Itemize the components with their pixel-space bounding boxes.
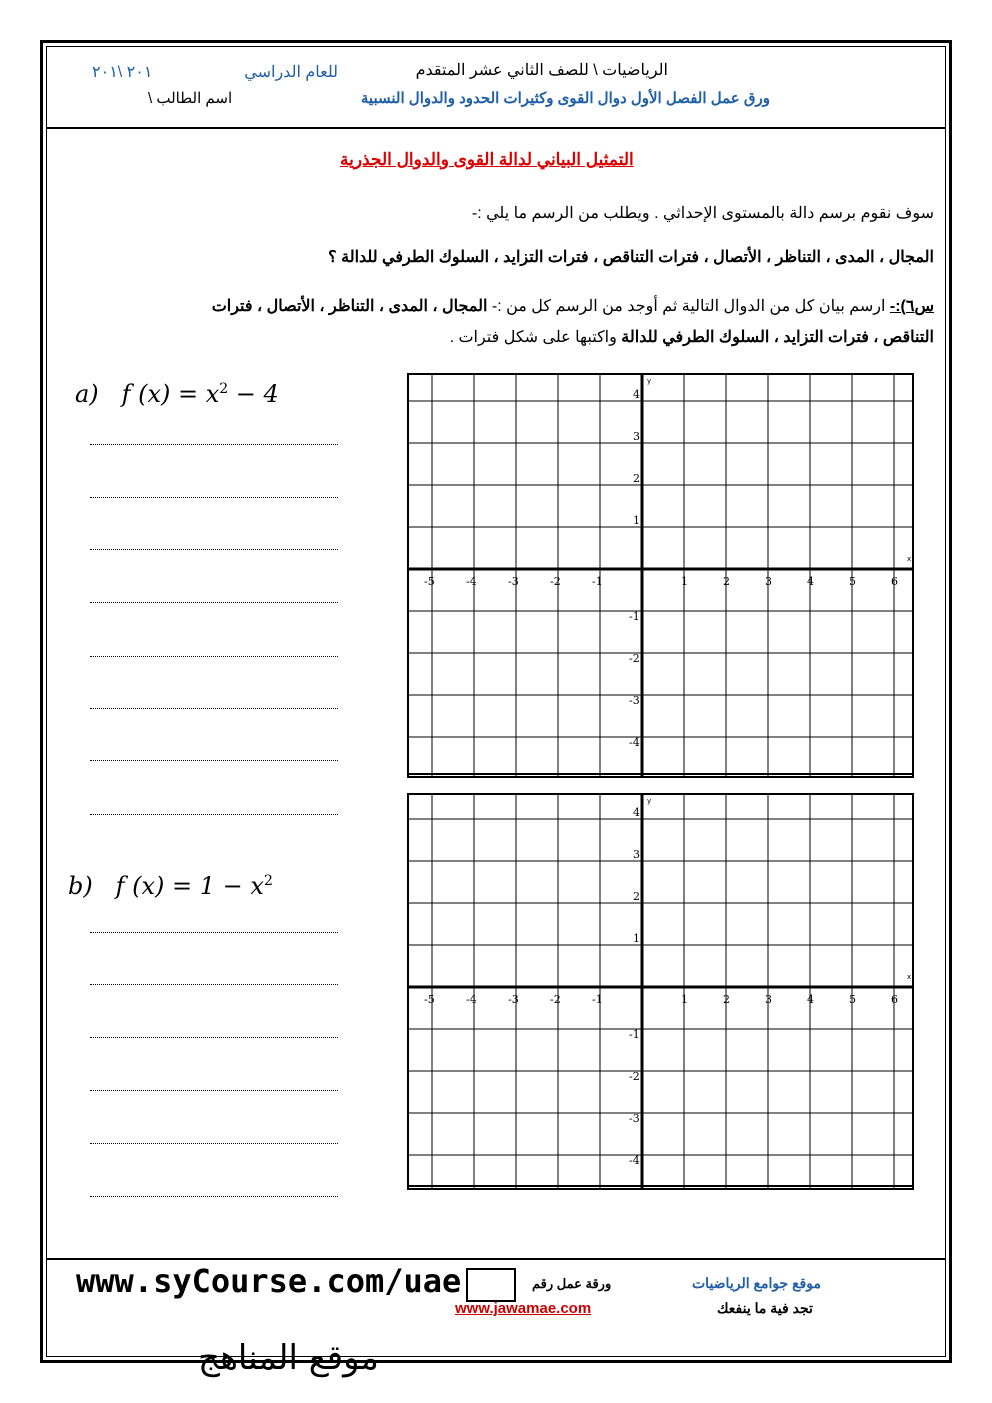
problem-a-function: f (x) = x xyxy=(121,380,220,408)
x-tick-label: -5 xyxy=(424,575,435,588)
y-tick-label: -1 xyxy=(629,1028,640,1041)
grid-border xyxy=(408,794,913,1189)
section-properties: المجال ، المدى ، التناظر ، الأتصال ، فترات التناقص ، فترات التزايد ، السلوك الطرفي للدالة ؟ xyxy=(328,249,934,266)
x-tick-label: 5 xyxy=(849,993,856,1006)
x-tick-label: -2 xyxy=(550,993,561,1006)
x-tick-label: -3 xyxy=(508,993,519,1006)
y-tick-label: 4 xyxy=(633,806,640,819)
problem-a-formula xyxy=(75,380,279,408)
x-tick-label: 3 xyxy=(765,575,772,588)
y-tick-label: 1 xyxy=(633,514,640,527)
problem-b-label: b) xyxy=(68,872,93,900)
x-tick-label: 2 xyxy=(723,993,730,1006)
coordinate-grid-b[interactable] xyxy=(407,793,914,1190)
answer-line[interactable] xyxy=(90,1037,338,1038)
footer-jawamae-url[interactable]: www.jawamae.com xyxy=(455,1300,592,1317)
footer-jawamae-name: موقع جوامع الرياضيات xyxy=(692,1275,821,1291)
question-text-1: ارسم بيان كل من الدوال التالية ثم أوجد من الرسم كل من :- xyxy=(487,298,886,315)
problem-b-formula xyxy=(68,872,273,900)
answer-line[interactable] xyxy=(90,814,338,815)
header-subject: الرياضيات \ للصف الثاني عشر المتقدم xyxy=(415,62,668,79)
section-intro: سوف نقوم برسم دالة بالمستوى الإحداثي . ويطلب من الرسم ما يلي :- xyxy=(471,205,934,222)
answer-line[interactable] xyxy=(90,708,338,709)
x-tick-label: -5 xyxy=(424,993,435,1006)
problem-a-tail: − 4 xyxy=(228,380,279,408)
question-text-2: واكتبها على شكل فترات . xyxy=(449,329,622,346)
answer-line[interactable] xyxy=(90,656,338,657)
x-tick-label: 6 xyxy=(891,575,898,588)
y-tick-label: -3 xyxy=(629,694,640,707)
x-tick-label: -3 xyxy=(508,575,519,588)
y-axis-label: y xyxy=(647,797,652,805)
answer-line[interactable] xyxy=(90,1143,338,1144)
answer-line[interactable] xyxy=(90,760,338,761)
x-tick-label: 4 xyxy=(807,575,814,588)
y-tick-label: -4 xyxy=(629,736,640,749)
y-tick-label: 2 xyxy=(633,890,640,903)
x-tick-label: -1 xyxy=(592,993,603,1006)
header-student-name: اسم الطالب \ xyxy=(148,90,233,107)
x-tick-label: 4 xyxy=(807,993,814,1006)
x-tick-label: 3 xyxy=(765,993,772,1006)
y-tick-label: 4 xyxy=(633,388,640,401)
x-tick-label: 1 xyxy=(681,575,688,588)
y-tick-label: -2 xyxy=(629,1070,640,1083)
x-tick-label: -4 xyxy=(466,575,477,588)
section-title: التمثيل البياني لدالة القوى والدوال الجذرية xyxy=(340,150,634,169)
x-tick-label: 2 xyxy=(723,575,730,588)
y-tick-label: 3 xyxy=(633,430,640,443)
problem-b-function: f (x) = 1 − x xyxy=(115,872,264,900)
footer-worksheet-label: ورقة عمل رقم xyxy=(532,1276,612,1291)
question-line-1 xyxy=(212,296,934,316)
x-tick-label: 5 xyxy=(849,575,856,588)
y-tick-label: -4 xyxy=(629,1154,640,1167)
y-axis-label: y xyxy=(647,377,652,385)
y-tick-label: 2 xyxy=(633,472,640,485)
coordinate-grid-a[interactable] xyxy=(407,373,914,778)
header-divider xyxy=(46,127,946,129)
y-tick-label: -3 xyxy=(629,1112,640,1125)
y-tick-label: -2 xyxy=(629,652,640,665)
problem-a-exponent: 2 xyxy=(219,381,229,397)
worksheet-number-box[interactable] xyxy=(466,1268,516,1302)
footer-divider xyxy=(46,1258,946,1260)
answer-line[interactable] xyxy=(90,984,338,985)
header-worksheet-title: ورق عمل الفصل الأول دوال القوى وكثيرات الحدود والدوال النسبية xyxy=(360,90,770,107)
x-tick-label: 1 xyxy=(681,993,688,1006)
x-tick-label: -4 xyxy=(466,993,477,1006)
question-line-2 xyxy=(450,327,934,347)
question-label: س٦):- xyxy=(889,298,934,315)
answer-line[interactable] xyxy=(90,1196,338,1197)
y-tick-label: 3 xyxy=(633,848,640,861)
x-tick-label: -1 xyxy=(592,575,603,588)
grid-border xyxy=(408,374,913,777)
footer-signature: موقع المناهج xyxy=(198,1338,379,1378)
answer-line[interactable] xyxy=(90,497,338,498)
answer-line[interactable] xyxy=(90,602,338,603)
problem-a-label: a) xyxy=(75,380,99,408)
question-text-2-bold: التناقص ، فترات التزايد ، السلوك الطرفي للدالة xyxy=(621,329,934,346)
y-tick-label: -1 xyxy=(629,610,640,623)
header-year-value: ٢٠١ \٢٠١ xyxy=(92,64,153,81)
x-axis-label: x xyxy=(907,973,912,981)
x-axis-label: x xyxy=(907,555,912,563)
footer-jawamae-slogan: تجد فية ما ينفعك xyxy=(717,1300,813,1316)
x-tick-label: -2 xyxy=(550,575,561,588)
footer-site-watermark[interactable]: www.syCourse.com/uae xyxy=(76,1262,462,1300)
answer-line[interactable] xyxy=(90,444,338,445)
answer-line[interactable] xyxy=(90,1090,338,1091)
question-text-1-bold: المجال ، المدى ، التناظر ، الأتصال ، فترات xyxy=(211,298,488,315)
problem-b-exponent: 2 xyxy=(263,873,273,889)
header-year-label: للعام الدراسي xyxy=(244,64,338,81)
y-tick-label: 1 xyxy=(633,932,640,945)
answer-line[interactable] xyxy=(90,549,338,550)
answer-line[interactable] xyxy=(90,932,338,933)
x-tick-label: 6 xyxy=(891,993,898,1006)
